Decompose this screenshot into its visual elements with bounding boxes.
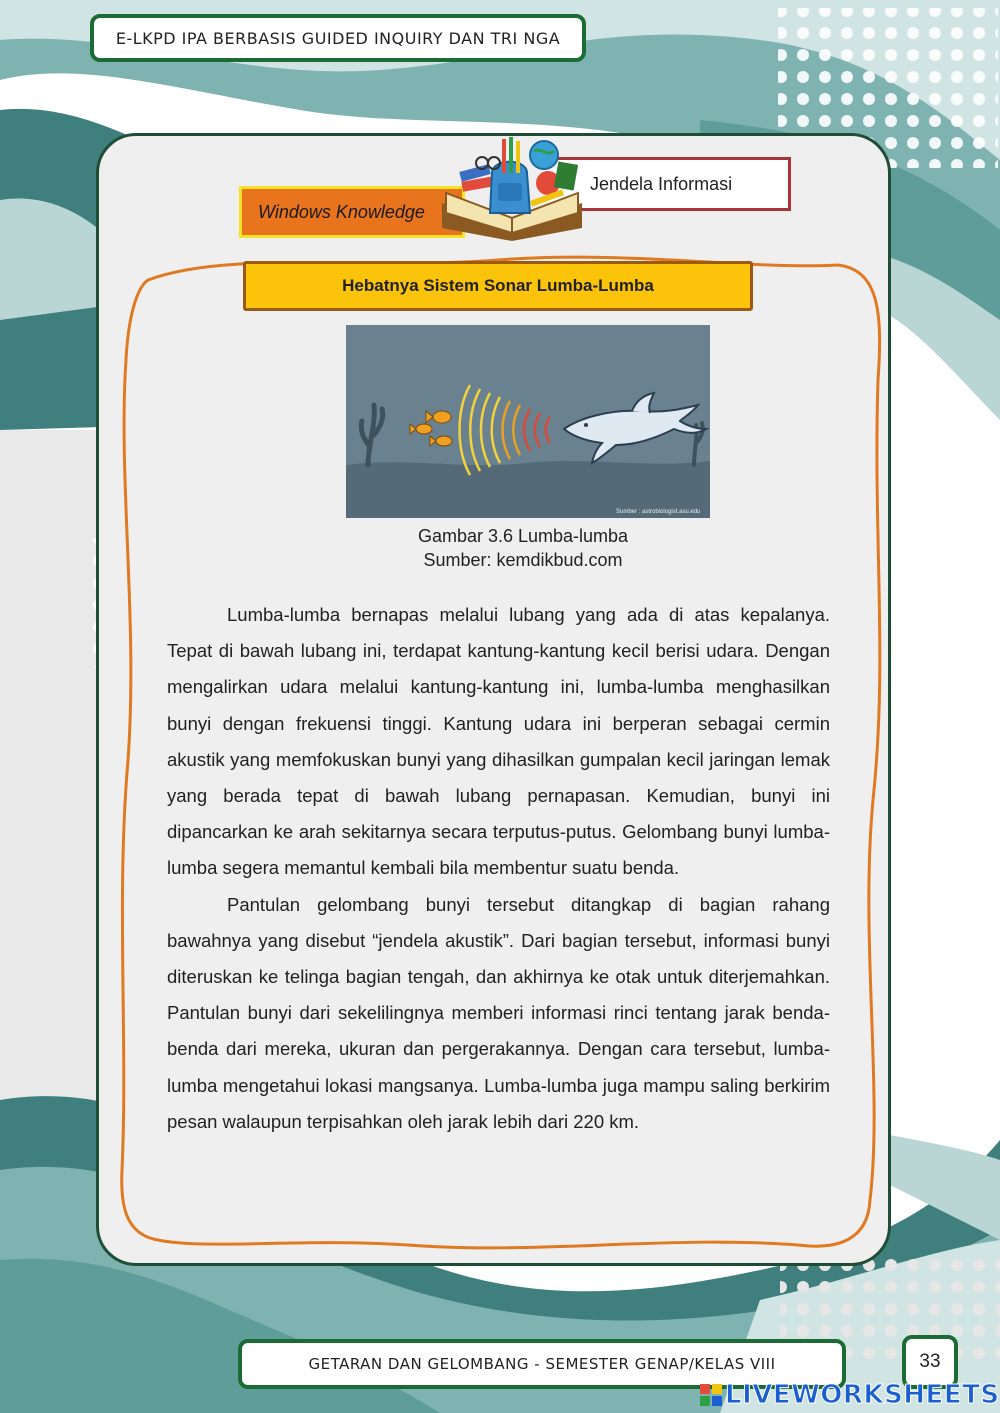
page-number: 33 xyxy=(919,1351,941,1372)
figure-credit: Sumber : astrobiologist.asu.edu xyxy=(616,509,701,515)
footer-title: GETARAN DAN GELOMBANG - SEMESTER GENAP/KELAS VIII xyxy=(308,1355,776,1373)
dolphin-sonar-figure xyxy=(346,325,710,518)
article-title-bar xyxy=(243,261,753,311)
header-title: E-LKPD IPA BERBASIS GUIDED INQUIRY DAN TRI NGA xyxy=(115,28,561,48)
document-header xyxy=(90,14,586,62)
watermark-text: LIVEWORKSHEETS xyxy=(725,1380,1000,1410)
liveworksheets-logo-icon xyxy=(700,1384,722,1406)
caption-line-2: Sumber: kemdikbud.com xyxy=(423,550,623,570)
liveworksheets-watermark xyxy=(700,1378,1000,1412)
caption-line-1: Gambar 3.6 Lumba-lumba xyxy=(417,526,629,546)
paragraph-2: Pantulan gelombang bunyi tersebut ditangkap di bagian rahang bawahnya yang disebut “jendela akustik”. Dari bagian tersebut, informasi bunyi diteruskan ke telinga bagian tengah, dan akhirnya ke otak untuk diterjemahkan. Pantulan bunyi dari sekelilingnya memberi informasi rinci tentang jarak benda-benda dari mereka, ukuran dan pergerakannya. Dengan cara tersebut, lumba-lumba mengetahui lokasi mangsanya. Lumba-lumba juga mampu saling berkirim pesan walaupun terpisahkan oleh jarak lebih dari 220 km. xyxy=(167,893,830,1132)
open-book-illustration xyxy=(432,133,592,243)
article-title: Hebatnya Sistem Sonar Lumba-Lumba xyxy=(342,276,654,295)
figure-caption xyxy=(300,524,746,572)
paragraph-1: Lumba-lumba bernapas melalui lubang yang ada di atas kepalanya. Tepat di bawah lubang ini, terdapat kantung-kantung kecil berisi udara. Dengan mengalirkan udara melalui kantung-kantung ini, lumba-lumba menghasilkan bunyi dengan frekuensi tinggi. Kantung udara ini berperan sebagai cermin akustik yang memfokuskan bunyi yang dihasilkan gumpalan kecil jaringan lemak yang berada tepat di bawah lubang pernapasan. Kemudian, bunyi ini dipancarkan ke arah sekitarnya secara terputus-putus. Gelombang bunyi lumba-lumba segera memantul kembali bila membentur suatu benda. xyxy=(167,604,830,879)
article-body xyxy=(167,597,830,1140)
jendela-informasi-label: Jendela Informasi xyxy=(590,173,733,194)
windows-knowledge-label: Windows Knowledge xyxy=(258,201,425,222)
